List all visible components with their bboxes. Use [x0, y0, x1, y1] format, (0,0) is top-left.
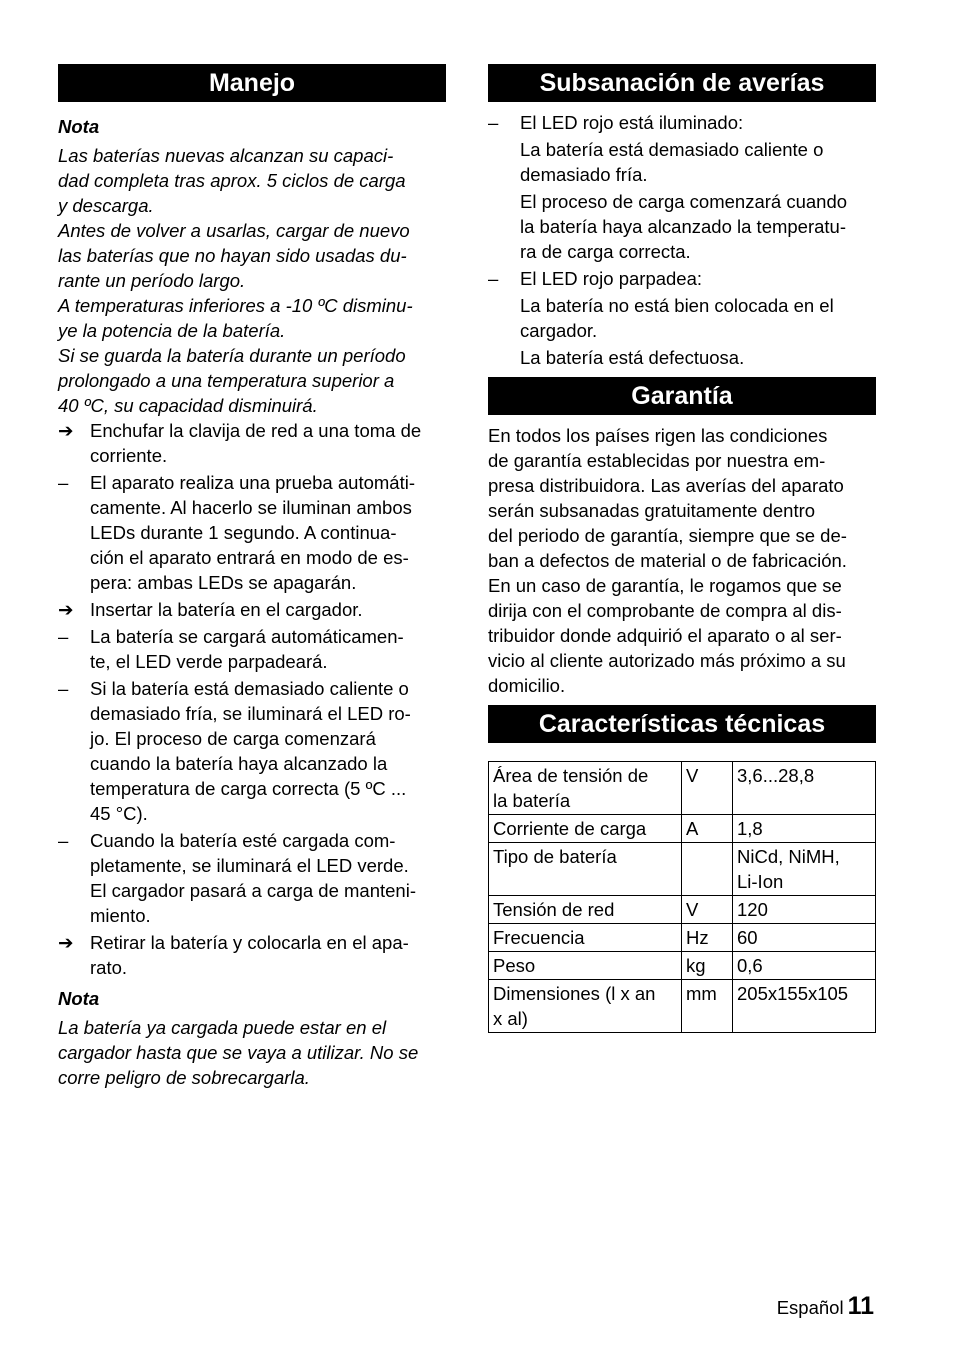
spec-value: 3,6...28,8 [733, 762, 876, 815]
step-item [58, 930, 446, 980]
note-title: Nota [58, 116, 100, 137]
step-line: temperatura de carga correcta (5 ºC ... [90, 778, 407, 799]
step-line: El aparato realiza una prueba automáti- [90, 472, 415, 493]
note-text [58, 143, 446, 418]
step-line: rato. [90, 957, 128, 978]
step-line: Retirar la batería y colocarla en el apa- [90, 932, 409, 953]
section-heading-averias: Subsanación de averías [488, 64, 876, 102]
step-line: demasiado fría, se iluminará el LED ro- [90, 703, 411, 724]
spec-label: Frecuencia [489, 924, 682, 952]
spec-label: Tipo de batería [489, 843, 682, 896]
right-column [488, 64, 876, 1033]
step-item [58, 676, 446, 826]
left-column [58, 64, 446, 1090]
fault-line: ra de carga correcta. [520, 241, 691, 262]
table-row [489, 924, 876, 952]
spec-label: Tensión de red [489, 896, 682, 924]
warranty-line: presa distribuidora. Las averías del aparato [488, 475, 844, 496]
step-line: cuando la batería haya alcanzado la [90, 753, 388, 774]
fault-paragraph [520, 137, 876, 187]
step-item [58, 418, 446, 468]
step-line: jo. El proceso de carga comenzará [90, 728, 376, 749]
table-row [489, 952, 876, 980]
spec-unit: A [682, 815, 733, 843]
fault-item [488, 266, 876, 370]
note-text [58, 1015, 446, 1090]
section-heading-manejo: Manejo [58, 64, 446, 102]
dash-marker: – [488, 112, 499, 133]
step-line: 45 °C). [90, 803, 148, 824]
warranty-text [488, 423, 876, 698]
section-heading-tecnicas: Características técnicas [488, 705, 876, 743]
spec-value: NiCd, NiMH, Li-Ion [733, 843, 876, 896]
step-line: La batería se cargará automáticamen- [90, 626, 404, 647]
dash-marker: – [58, 472, 69, 493]
warranty-line: de garantía establecidas por nuestra em- [488, 450, 826, 471]
note-line: Las baterías nuevas alcanzan su capaci- [58, 145, 394, 166]
fault-item [488, 110, 876, 264]
warranty-line: vicio al cliente autorizado más próximo a su [488, 650, 846, 671]
note-line: cargador hasta que se vaya a utilizar. No se [58, 1042, 419, 1063]
arrow-icon: ➔ [58, 599, 74, 620]
fault-line: La batería está defectuosa. [520, 347, 745, 368]
step-line: ción el aparato entrará en modo de es- [90, 547, 409, 568]
fault-title: El LED rojo parpadea: [520, 268, 703, 289]
spec-value: 120 [733, 896, 876, 924]
step-line: te, el LED verde parpadeará. [90, 651, 328, 672]
spec-unit: mm [682, 980, 733, 1033]
step-item [58, 470, 446, 595]
spec-unit [682, 843, 733, 896]
step-line: miento. [90, 905, 151, 926]
step-line: Insertar la batería en el cargador. [90, 599, 363, 620]
step-line: pera: ambas LEDs se apagarán. [90, 572, 357, 593]
spec-value: 205x155x105 [733, 980, 876, 1033]
fault-paragraph [520, 345, 876, 370]
step-line: Cuando la batería esté cargada com- [90, 830, 396, 851]
step-line: El cargador pasará a carga de manteni- [90, 880, 416, 901]
note-line: corre peligro de sobrecargarla. [58, 1067, 310, 1088]
note-line: las baterías que no hayan sido usadas du- [58, 245, 407, 266]
fault-line: la batería haya alcanzado la temperatu- [520, 216, 847, 237]
spec-unit: V [682, 762, 733, 815]
note-line: Antes de volver a usarlas, cargar de nuevo [58, 220, 410, 241]
step-line: Enchufar la clavija de red a una toma de [90, 420, 422, 441]
fault-line: La batería no está bien colocada en el [520, 295, 834, 316]
note-title: Nota [58, 988, 100, 1009]
note-line: dad completa tras aprox. 5 ciclos de carga [58, 170, 406, 191]
spec-unit: kg [682, 952, 733, 980]
warranty-line: ban a defectos de material o de fabricación. [488, 550, 847, 571]
fault-line: El proceso de carga comenzará cuando [520, 191, 848, 212]
spec-value: 0,6 [733, 952, 876, 980]
table-row [489, 762, 876, 815]
fault-paragraph [520, 293, 876, 343]
note-line: Si se guarda la batería durante un período [58, 345, 406, 366]
note-line: y descarga. [58, 195, 154, 216]
fault-line: demasiado fría. [520, 164, 648, 185]
spec-unit: V [682, 896, 733, 924]
section-heading-garantia: Garantía [488, 377, 876, 415]
warranty-line: En todos los países rigen las condiciones [488, 425, 828, 446]
note-line: La batería ya cargada puede estar en el [58, 1017, 387, 1038]
warranty-line: serán subsanadas gratuitamente dentro [488, 500, 816, 521]
fault-paragraph [520, 189, 876, 264]
dash-marker: – [58, 678, 69, 699]
step-item [58, 828, 446, 928]
note-line: ye la potencia de la batería. [58, 320, 286, 341]
spec-value: 60 [733, 924, 876, 952]
warranty-line: del periodo de garantía, siempre que se de- [488, 525, 847, 546]
page-footer [777, 1292, 874, 1322]
note-line: 40 ºC, su capacidad disminuirá. [58, 395, 318, 416]
step-line: camente. Al hacerlo se iluminan ambos [90, 497, 412, 518]
step-item [58, 597, 446, 622]
warranty-line: domicilio. [488, 675, 566, 696]
step-line: pletamente, se iluminará el LED verde. [90, 855, 409, 876]
fault-line: La batería está demasiado caliente o [520, 139, 824, 160]
note-line: A temperaturas inferiores a -10 ºC disminu- [58, 295, 413, 316]
warranty-line: dirija con el comprobante de compra al dis- [488, 600, 842, 621]
spec-label: Peso [489, 952, 682, 980]
spec-unit: Hz [682, 924, 733, 952]
note-line: prolongado a una temperatura superior a [58, 370, 395, 391]
arrow-icon: ➔ [58, 932, 74, 953]
table-row [489, 843, 876, 896]
spec-label: Corriente de carga [489, 815, 682, 843]
step-line: Si la batería está demasiado caliente o [90, 678, 409, 699]
spec-label: Área de tensión de la batería [489, 762, 682, 815]
dash-marker: – [58, 626, 69, 647]
table-row [489, 815, 876, 843]
step-line: corriente. [90, 445, 168, 466]
warranty-line: En un caso de garantía, le rogamos que se [488, 575, 842, 596]
warranty-line: tribuidor donde adquirió el aparato o al ser- [488, 625, 842, 646]
table-row [489, 896, 876, 924]
spec-table [488, 761, 876, 1033]
page-number: 11 [847, 1292, 874, 1320]
footer-language: Español [776, 1297, 844, 1318]
step-line: LEDs durante 1 segundo. A continua- [90, 522, 397, 543]
spec-label: Dimensiones (l x an x al) [489, 980, 682, 1033]
step-item [58, 624, 446, 674]
dash-marker: – [488, 268, 499, 289]
spec-value: 1,8 [733, 815, 876, 843]
table-row [489, 980, 876, 1033]
dash-marker: – [58, 830, 69, 851]
note-line: rante un período largo. [58, 270, 246, 291]
arrow-icon: ➔ [58, 420, 74, 441]
fault-line: cargador. [520, 320, 598, 341]
fault-title: El LED rojo está iluminado: [520, 112, 744, 133]
